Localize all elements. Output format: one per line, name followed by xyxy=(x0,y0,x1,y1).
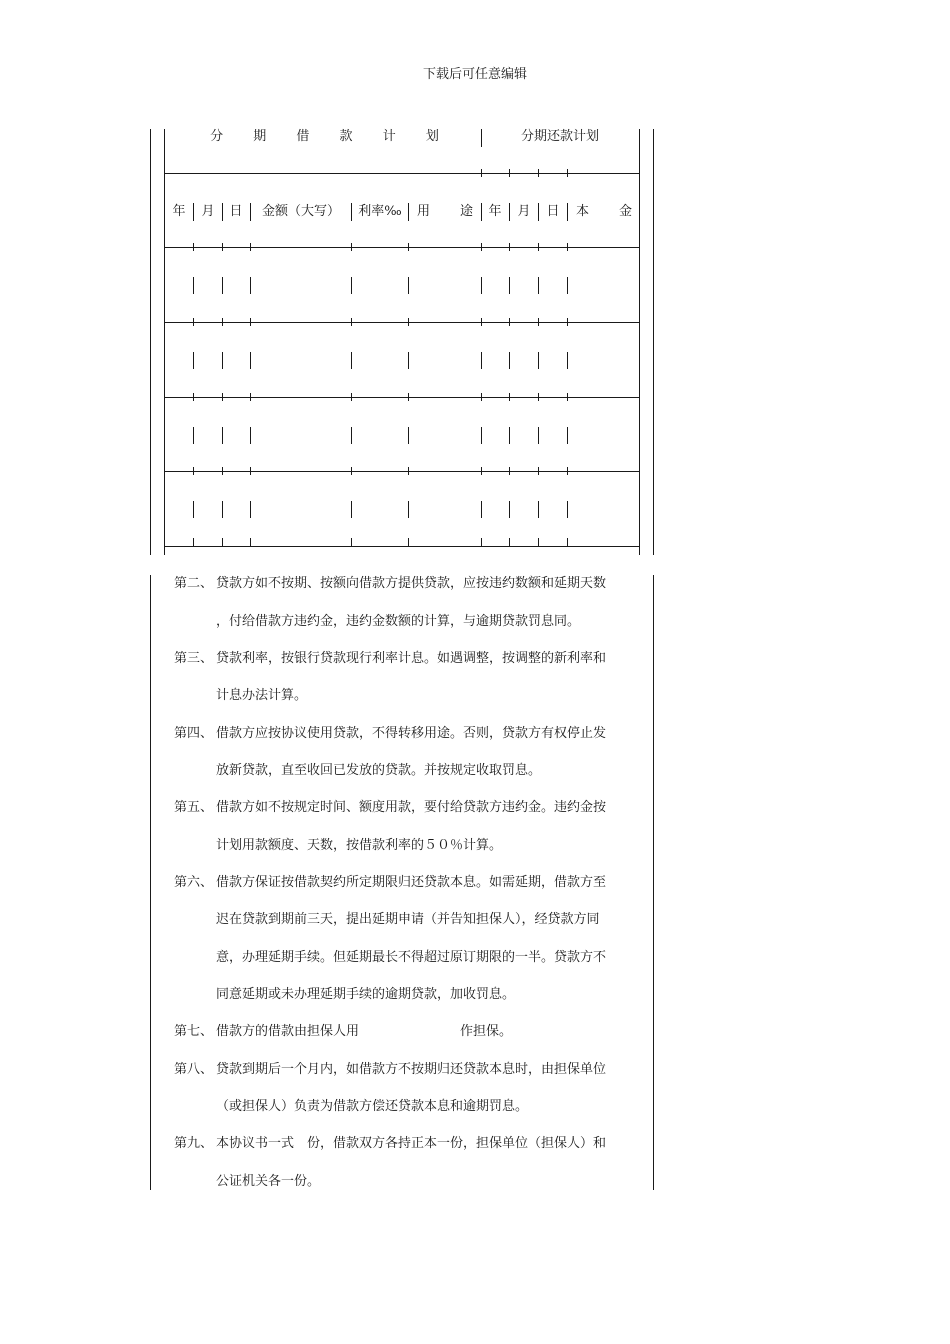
col-divider xyxy=(351,501,352,518)
col-header-purpose-1: 用 xyxy=(417,204,431,219)
col-divider xyxy=(222,352,223,369)
rule-5 xyxy=(164,471,640,472)
col-divider xyxy=(193,501,194,518)
rule-tick xyxy=(481,243,482,251)
cap-left xyxy=(164,538,165,547)
rule-tick xyxy=(193,318,194,326)
col-divider xyxy=(193,427,194,444)
rule-tick xyxy=(509,169,510,177)
rule-tick xyxy=(250,538,251,546)
rule-tick xyxy=(408,318,409,326)
col-divider xyxy=(351,277,352,294)
col-header-year: 年 xyxy=(172,204,186,219)
col-divider xyxy=(567,352,568,369)
rule-tick xyxy=(351,538,352,546)
rule-tick xyxy=(250,243,251,251)
clause-line: 贷款利率，按银行贷款现行利率计息。如遇调整，按调整的新利率和 xyxy=(216,651,607,666)
clause-line: 放新贷款，直至收回已发放的贷款。并按规定收取罚息。 xyxy=(216,763,542,778)
table-inner-border-left xyxy=(164,129,165,555)
rule-tick xyxy=(509,393,510,401)
clause-line: 公证机关各一份。 xyxy=(216,1174,321,1189)
rule-tick xyxy=(538,243,539,251)
clause-number: 第九、 xyxy=(174,1136,214,1151)
col-divider xyxy=(509,427,510,444)
col-divider xyxy=(250,203,251,221)
clause-number: 第三、 xyxy=(174,651,214,666)
col-divider xyxy=(408,277,409,294)
table-outer-border-left xyxy=(150,129,151,555)
col-divider xyxy=(481,427,482,444)
rule-tick xyxy=(408,243,409,251)
rule-tick xyxy=(567,393,568,401)
col-divider xyxy=(408,203,409,221)
clause-line: 借款方如不按规定时间、额度用款，要付给贷款方违约金。违约金按 xyxy=(216,800,607,815)
rule-tick xyxy=(509,243,510,251)
col-divider xyxy=(481,501,482,518)
col-divider xyxy=(222,427,223,444)
clause-line: 意，办理延期手续。但延期最长不得超过原订期限的一半。贷款方不 xyxy=(216,950,607,965)
col-divider xyxy=(538,277,539,294)
clause-number: 第四、 xyxy=(174,726,214,741)
rule-tick xyxy=(567,318,568,326)
col-divider xyxy=(222,203,223,221)
col-divider xyxy=(193,203,194,221)
clause-line: （或担保人）负责为借款方偿还贷款本息和逾期罚息。 xyxy=(216,1099,529,1114)
rule-tick xyxy=(193,467,194,475)
col-divider xyxy=(567,277,568,294)
right-plan-title: 分期还款计划 xyxy=(520,129,600,144)
rule-tick xyxy=(222,467,223,475)
rule-tick xyxy=(222,318,223,326)
clause-line: 作担保。 xyxy=(460,1024,513,1039)
clause-number: 第八、 xyxy=(174,1062,214,1077)
rule-tick xyxy=(193,538,194,546)
cap-right xyxy=(639,538,640,547)
col-header-purpose-2: 途 xyxy=(460,204,474,219)
col-divider xyxy=(567,203,568,221)
rule-tick xyxy=(481,169,482,177)
col-divider xyxy=(509,277,510,294)
rule-tick xyxy=(567,538,568,546)
rule-tick xyxy=(408,538,409,546)
col-divider xyxy=(481,277,482,294)
col-divider xyxy=(481,203,482,221)
col-divider xyxy=(509,501,510,518)
clause-line: 借款方的借款由担保人用 xyxy=(216,1024,360,1039)
col-header-month: 月 xyxy=(201,204,215,219)
rule-tick xyxy=(567,169,568,177)
rule-tick xyxy=(538,318,539,326)
clause-number: 第五、 xyxy=(174,800,214,815)
clauses-border-left xyxy=(150,575,151,1190)
clause-line: 贷款到期后一个月内，如借款方不按期归还贷款本息时，由担保单位 xyxy=(216,1062,607,1077)
clause-number: 第二、 xyxy=(174,576,214,591)
rule-tick xyxy=(509,318,510,326)
col-header-repay-year: 年 xyxy=(488,204,502,219)
clause-line: ，付给借款方违约金，违约金数额的计算，与逾期贷款罚息同。 xyxy=(216,614,581,629)
rule-tick xyxy=(351,243,352,251)
col-divider xyxy=(222,277,223,294)
rule-tick xyxy=(481,318,482,326)
col-divider xyxy=(408,427,409,444)
rule-tick xyxy=(250,318,251,326)
rule-tick xyxy=(351,393,352,401)
rule-tick xyxy=(351,467,352,475)
rule-bottom xyxy=(164,546,640,547)
col-header-repay-month: 月 xyxy=(517,204,531,219)
rule-tick xyxy=(567,467,568,475)
clause-number: 第七、 xyxy=(174,1024,214,1039)
rule-3 xyxy=(164,322,640,323)
col-header-amount: 金额（大写） xyxy=(261,204,341,219)
col-divider xyxy=(509,352,510,369)
col-divider xyxy=(538,352,539,369)
rule-tick xyxy=(408,393,409,401)
clause-line: 迟在贷款到期前三天，提出延期申请（并告知担保人），经贷款方同 xyxy=(216,912,600,927)
col-divider xyxy=(193,277,194,294)
col-divider xyxy=(481,352,482,369)
rule-tick xyxy=(222,243,223,251)
rule-tick xyxy=(567,243,568,251)
rule-1 xyxy=(164,173,640,174)
clauses-border-right xyxy=(653,575,654,1190)
rule-tick xyxy=(538,169,539,177)
col-header-principal-2: 金 xyxy=(619,204,633,219)
clause-number: 第六、 xyxy=(174,875,214,890)
table-inner-border-right xyxy=(639,129,640,555)
rule-tick xyxy=(222,393,223,401)
col-divider xyxy=(351,352,352,369)
rule-tick xyxy=(250,393,251,401)
rule-tick xyxy=(481,538,482,546)
rule-tick xyxy=(250,467,251,475)
col-divider xyxy=(250,352,251,369)
col-divider xyxy=(538,501,539,518)
title-divider xyxy=(481,129,482,147)
rule-tick xyxy=(351,318,352,326)
rule-tick xyxy=(408,467,409,475)
clause-line: 本协议书一式 份，借款双方各持正本一份，担保单位（担保人）和 xyxy=(216,1136,607,1151)
rule-tick xyxy=(481,467,482,475)
clause-line: 借款方应按协议使用贷款，不得转移用途。否则，贷款方有权停止发 xyxy=(216,726,607,741)
col-divider xyxy=(250,277,251,294)
clause-line: 贷款方如不按期、按额向借款方提供贷款，应按违约数额和延期天数 xyxy=(216,576,607,591)
clause-line: 同意延期或未办理延期手续的逾期贷款，加收罚息。 xyxy=(216,987,516,1002)
col-divider xyxy=(250,427,251,444)
rule-tick xyxy=(509,538,510,546)
table-outer-border-right xyxy=(653,129,654,555)
col-divider xyxy=(193,352,194,369)
col-divider xyxy=(509,203,510,221)
col-divider xyxy=(538,427,539,444)
page-header: 下载后可任意编辑 xyxy=(422,67,527,82)
col-divider xyxy=(408,501,409,518)
rule-4 xyxy=(164,397,640,398)
clause-line: 借款方保证按借款契约所定期限归还贷款本息。如需延期，借款方至 xyxy=(216,875,607,890)
rule-2 xyxy=(164,247,640,248)
rule-tick xyxy=(193,393,194,401)
col-divider xyxy=(567,501,568,518)
rule-tick xyxy=(538,538,539,546)
col-header-day: 日 xyxy=(229,204,243,219)
col-divider xyxy=(408,352,409,369)
col-divider xyxy=(250,501,251,518)
col-divider xyxy=(567,427,568,444)
col-divider xyxy=(538,203,539,221)
rule-tick xyxy=(538,393,539,401)
rule-tick xyxy=(538,467,539,475)
col-divider xyxy=(222,501,223,518)
rule-tick xyxy=(193,243,194,251)
col-header-rate: 利率‰ xyxy=(358,204,402,219)
clause-line: 计划用款额度、天数，按借款利率的５０％计算。 xyxy=(216,838,503,853)
col-header-repay-day: 日 xyxy=(546,204,560,219)
col-divider xyxy=(351,203,352,221)
clause-line: 计息办法计算。 xyxy=(216,688,308,703)
rule-tick xyxy=(481,393,482,401)
col-divider xyxy=(351,427,352,444)
rule-tick xyxy=(509,467,510,475)
rule-tick xyxy=(222,538,223,546)
left-plan-title: 分 期 借 款 计 划 xyxy=(210,129,452,144)
col-header-principal-1: 本 xyxy=(576,204,590,219)
